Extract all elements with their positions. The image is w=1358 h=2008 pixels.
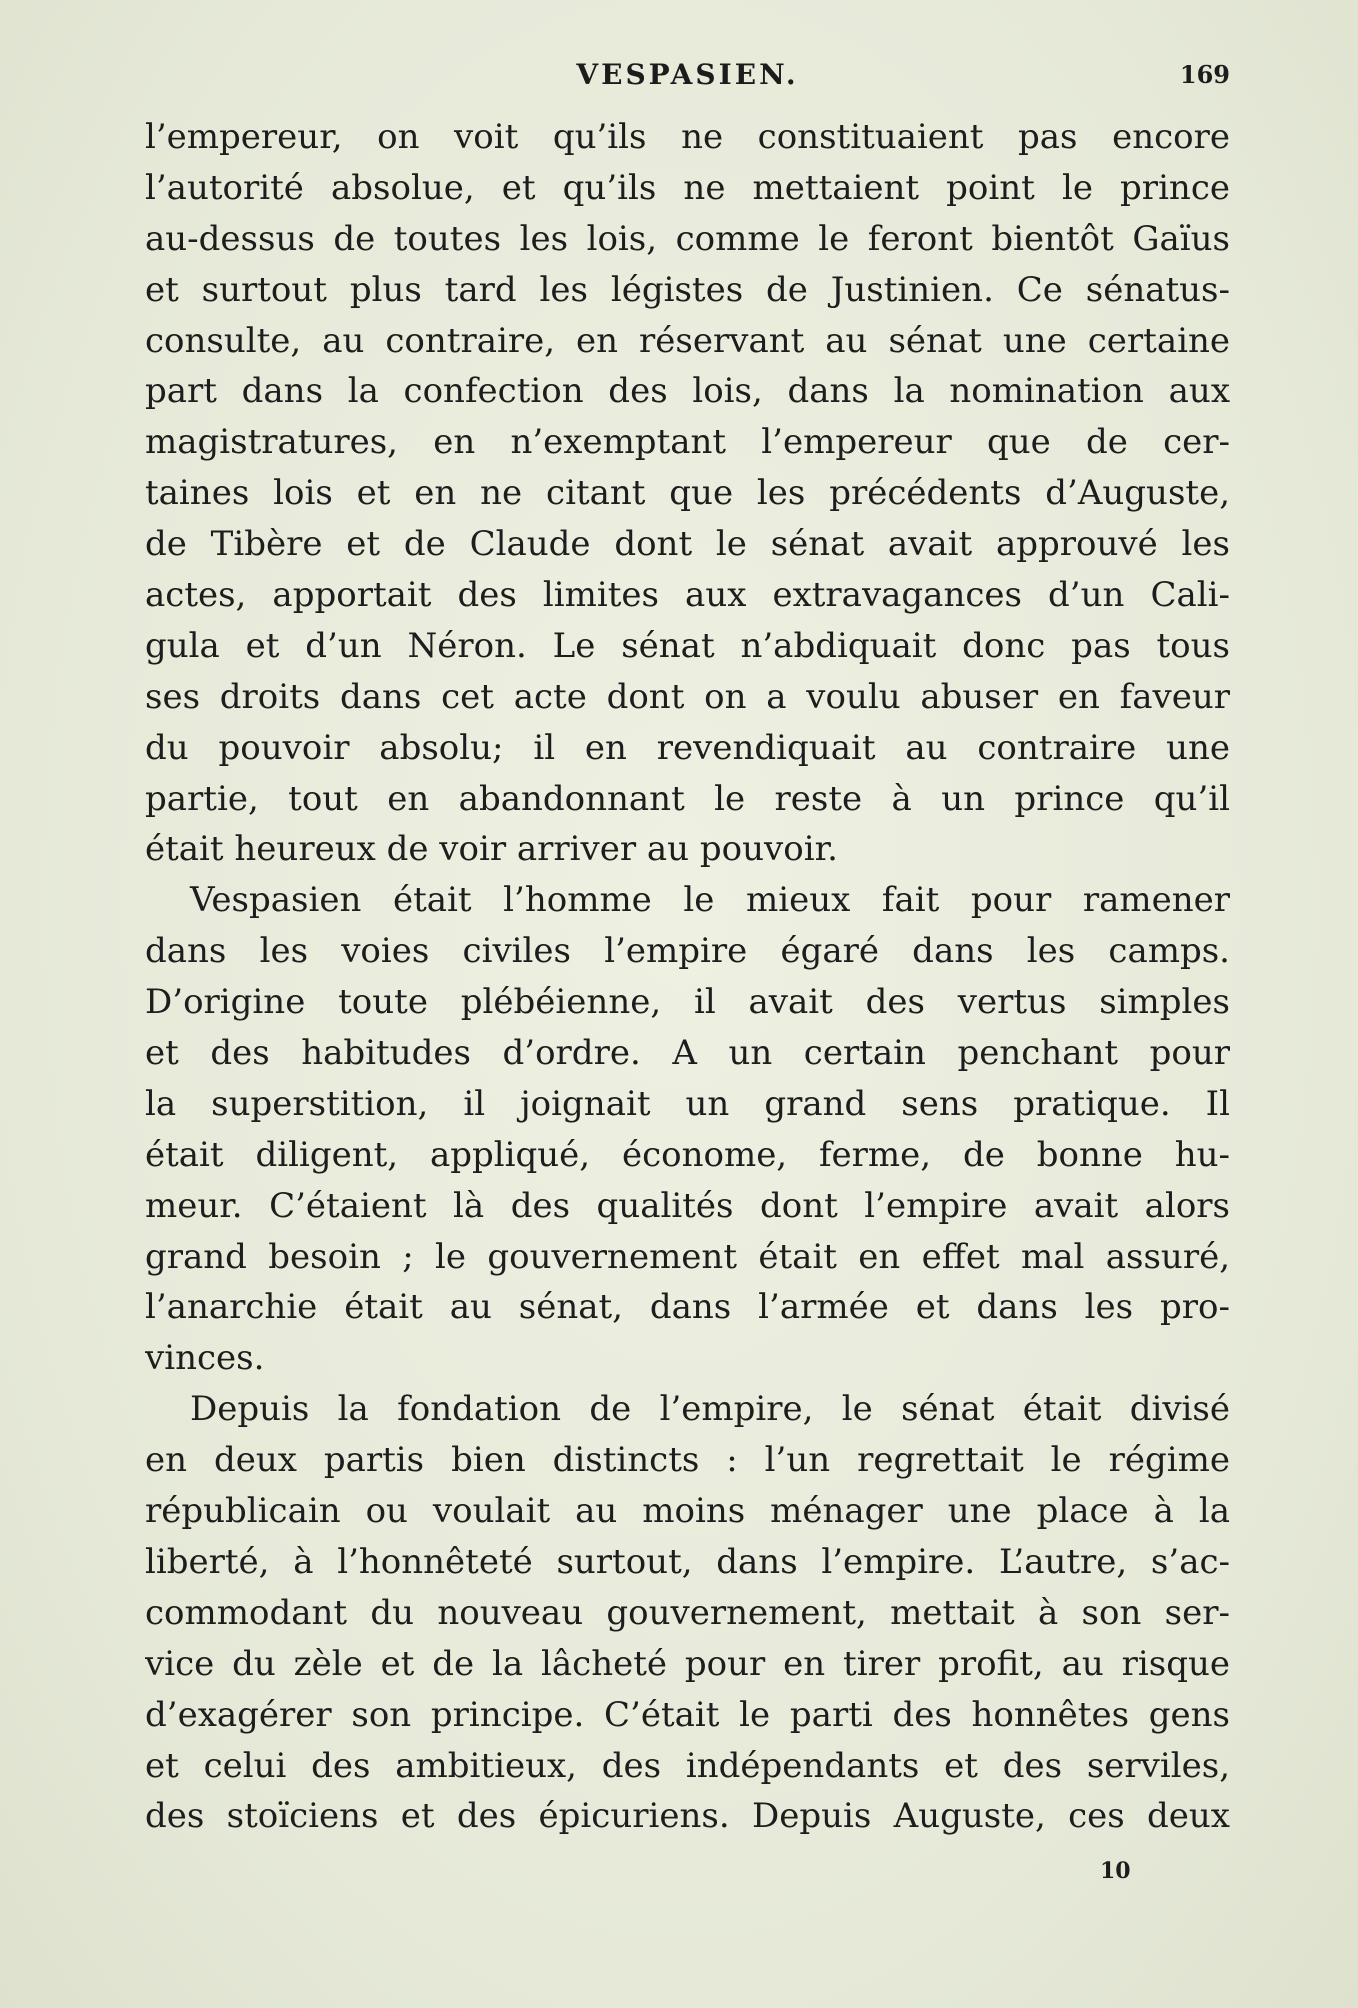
paragraph-1 xyxy=(145,112,1230,875)
text-line: était diligent, appliqué, économe, ferme, de bonne hu- xyxy=(145,1134,1230,1175)
text-line: vice du zèle et de la lâcheté pour en tirer profit, au risque xyxy=(145,1643,1230,1684)
text-line: l’autorité absolue, et qu’ils ne mettaient point le prince xyxy=(145,167,1230,208)
text-line: et celui des ambitieux, des indépendants et des serviles, xyxy=(145,1745,1230,1786)
text-line: en deux partis bien distincts : l’un regrettait le régime xyxy=(145,1440,1230,1481)
text-line: liberté, à l’honnêteté surtout, dans l’empire. L’autre, s’ac- xyxy=(145,1541,1230,1582)
text-line: part dans la confection des lois, dans la nomination aux xyxy=(145,371,1230,412)
text-line: vinces. xyxy=(145,1338,265,1379)
text-line: Vespasien était l’homme le mieux fait pour ramener xyxy=(190,880,1230,921)
text-line: d’exagérer son principe. C’était le parti des honnêtes gens xyxy=(145,1694,1230,1735)
text-line: du pouvoir absolu; il en revendiquait au contraire une xyxy=(145,727,1230,768)
signature-mark: 10 xyxy=(1100,1858,1131,1884)
text-line: au-dessus de toutes les lois, comme le feront bientôt Gaïus xyxy=(145,218,1230,259)
text-line: D’origine toute plébéienne, il avait des vertus simples xyxy=(145,982,1230,1023)
text-line: républicain ou voulait au moins ménager une place à la xyxy=(145,1491,1230,1532)
paragraph-2 xyxy=(145,875,1230,1384)
paragraph-3 xyxy=(145,1384,1230,1842)
text-line: magistratures, en n’exemptant l’empereur que de cer- xyxy=(145,422,1230,463)
body-text xyxy=(145,112,1230,1842)
text-line: dans les voies civiles l’empire égaré dans les camps. xyxy=(145,931,1230,972)
text-line: ses droits dans cet acte dont on a voulu abuser en faveur xyxy=(145,676,1230,717)
running-title: VESPASIEN. xyxy=(576,58,799,91)
text-line: consulte, au contraire, en réservant au sénat une certaine xyxy=(145,320,1230,361)
text-line: meur. C’étaient là des qualités dont l’empire avait alors xyxy=(145,1185,1230,1226)
text-line: la superstition, il joignait un grand sens pratique. Il xyxy=(145,1083,1230,1124)
text-line: actes, apportait des limites aux extravagances d’un Cali- xyxy=(145,575,1230,616)
text-line: partie, tout en abandonnant le reste à un prince qu’il xyxy=(145,778,1230,819)
text-line: Depuis la fondation de l’empire, le sénat était divisé xyxy=(190,1389,1230,1430)
page-header xyxy=(145,58,1230,98)
text-line: l’anarchie était au sénat, dans l’armée et dans les pro- xyxy=(145,1287,1230,1328)
page-number: 169 xyxy=(1179,60,1230,89)
text-line: des stoïciens et des épicuriens. Depuis Auguste, ces deux xyxy=(145,1796,1230,1837)
text-line: de Tibère et de Claude dont le sénat avait approuvé les xyxy=(145,524,1230,565)
text-line: l’empereur, on voit qu’ils ne constituaient pas encore xyxy=(145,117,1230,157)
text-line: et surtout plus tard les légistes de Justinien. Ce sénatus- xyxy=(145,269,1230,310)
text-line: grand besoin ; le gouvernement était en effet mal assuré, xyxy=(145,1236,1230,1277)
text-line: gula et d’un Néron. Le sénat n’abdiquait donc pas tous xyxy=(145,625,1230,666)
text-line: était heureux de voir arriver au pouvoir. xyxy=(145,829,838,870)
text-line: taines lois et en ne citant que les précédents d’Auguste, xyxy=(145,473,1230,514)
text-line: commodant du nouveau gouvernement, mettait à son ser- xyxy=(145,1592,1230,1633)
text-line: et des habitudes d’ordre. A un certain penchant pour xyxy=(145,1033,1230,1074)
